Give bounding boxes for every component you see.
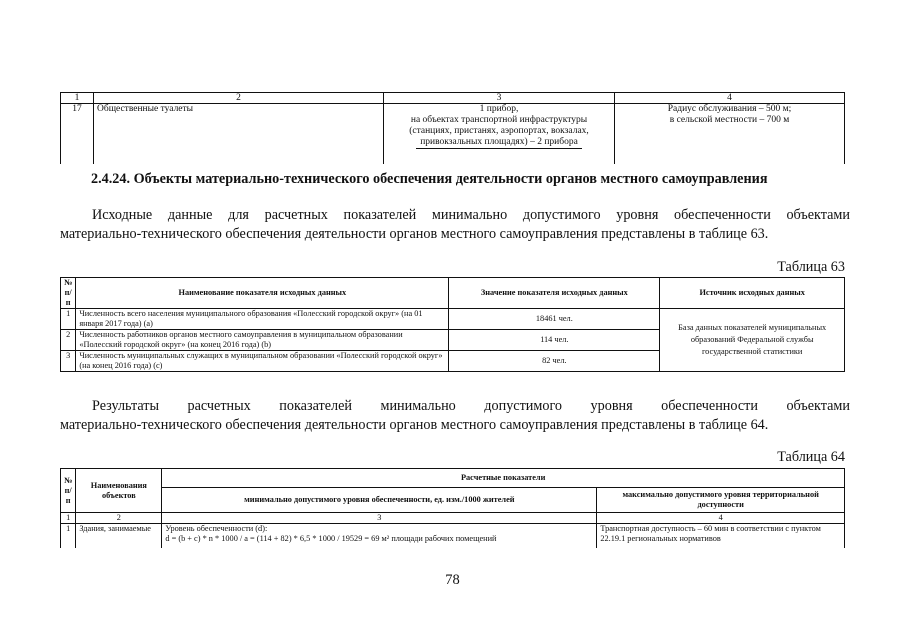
col-index: 2	[94, 93, 384, 104]
column-group-header: Расчетные показатели	[162, 469, 845, 488]
table-63	[60, 277, 845, 372]
min-level-cell: Уровень обеспеченности (d): d = (b + c) * n * 1000 / a = (114 + 82) * 6,5 * 1000 / 19529 = 69 м² площади рабочих помещений	[162, 524, 597, 549]
paragraph-results: Результаты расчетных показателей минимально допустимого уровня обеспеченности объектами материально-технического обеспечения деятельности органов местного самоуправления представлены в таблице 64.	[60, 398, 850, 433]
column-header: максимально допустимого уровня территориальной доступности	[597, 488, 845, 513]
object-name: Общественные туалеты	[94, 104, 384, 165]
column-header: Источник исходных данных	[660, 278, 845, 309]
col-index: 3	[384, 93, 615, 104]
value-cell: 1 прибор, на объектах транспортной инфраструктуры (станциях, пристанях, аэропортах, вокзалах, привокзальных площадях) – 2 прибора	[384, 104, 615, 165]
note-cell: Радиус обслуживания – 500 м; в сельской местности – 700 м	[615, 104, 845, 165]
page-number: 78	[445, 572, 460, 588]
column-header: № п/п	[61, 469, 76, 513]
table-caption: Таблица 64	[777, 449, 845, 465]
column-header: Наименование показателя исходных данных	[76, 278, 449, 309]
column-header: Наименования объектов	[76, 469, 162, 513]
source-cell: База данных показателей муниципальных образований Федеральной службы государственной статистики	[660, 309, 845, 372]
row-number: 17	[61, 104, 94, 165]
table-caption: Таблица 63	[777, 259, 845, 275]
top-table	[60, 92, 845, 164]
table-row: 1 Численность всего населения муниципального образования «Полесский городской округ» (на 01 января 2017 года) (а) 18461 чел. База данных показателей муниципальных образований Федеральной службы государственной статистики	[61, 309, 845, 330]
table-row: 1 Здания, занимаемые Уровень обеспеченности (d): d = (b + c) * n * 1000 / a = (114 + 82) * 6,5 * 1000 / 19529 = 69 м² площади рабочих помещений Транспортная доступность – 60 мин в соответствии с пунктом 22.19.1 региональных нормативов	[61, 524, 845, 549]
column-header: Значение показателя исходных данных	[449, 278, 660, 309]
table-row: 3 Численность муниципальных служащих в муниципальном образовании «Полесский городской округ» (на конец 2016 года) (с) 82 чел.	[61, 351, 845, 372]
table-row: 2 Численность работников органов местного самоуправления в муниципальном образовании «Полесский городской округ» (на конец 2016 года) (b) 114 чел.	[61, 330, 845, 351]
column-header: № п/п	[61, 278, 76, 309]
column-header: минимально допустимого уровня обеспеченности, ед. изм./1000 жителей	[162, 488, 597, 513]
section-heading: 2.4.24. Объекты материально-технического обеспечения деятельности органов местного самоуправления	[91, 171, 768, 187]
table-64: № п/п Наименования объектов Расчетные показатели минимально допустимого уровня обеспеченности, ед. изм./1000 жителей максимально допустимого уровня территориальной доступности 1 2 3 4 1 Здания, занимаемые Уровень обеспеченности (d): d = (b + c) * n * 1000 / a = (114 + 82) * 6,5 * 1000 / 19529 = 69 м² площади рабочих помещений Транспортная доступность – 60 мин в соответствии с пунктом 22.19.1 региональных нормативов	[60, 468, 845, 548]
col-index: 1	[61, 93, 94, 104]
col-index: 4	[615, 93, 845, 104]
paragraph-source-data: Исходные данные для расчетных показателей минимально допустимого уровня обеспеченности объектами материально-технического обеспечения деятельности органов местного самоуправления представлены в таблице 63.	[60, 207, 850, 242]
max-level-cell: Транспортная доступность – 60 мин в соответствии с пунктом 22.19.1 региональных нормативов	[597, 524, 845, 549]
